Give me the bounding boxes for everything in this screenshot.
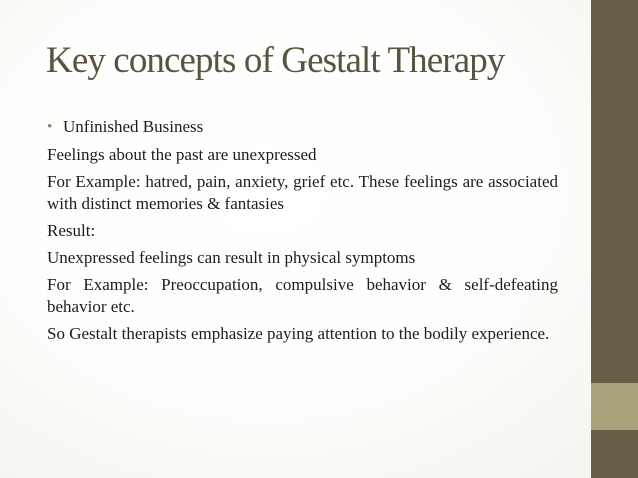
slide-title: Key concepts of Gestalt Therapy bbox=[46, 40, 505, 81]
body-paragraph-6: So Gestalt therapists emphasize paying attention to the bodily experience. bbox=[47, 324, 550, 343]
slide-body bbox=[47, 116, 558, 350]
body-paragraph-3: Result: bbox=[47, 221, 96, 240]
body-paragraph-5: For Example: Preoccupation, compulsive behavior & self-defeating behavior etc. bbox=[47, 275, 558, 316]
body-paragraph-4: Unexpressed feelings can result in physical symptoms bbox=[47, 248, 416, 267]
body-paragraph-2: For Example: hatred, pain, anxiety, grief etc. These feelings are associated with distinct memories & fantasies bbox=[47, 172, 558, 213]
bullet-item bbox=[47, 116, 558, 138]
bullet-text: Unfinished Business bbox=[63, 117, 204, 136]
bullet-marker: • bbox=[47, 119, 53, 135]
side-accent-block bbox=[591, 383, 638, 430]
body-paragraph-1: Feelings about the past are unexpressed bbox=[47, 145, 317, 164]
